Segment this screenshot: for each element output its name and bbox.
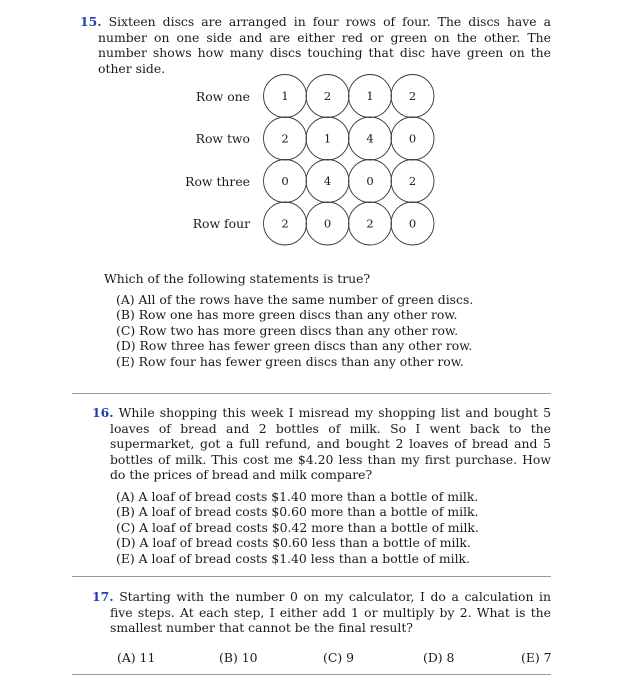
- q15-option-e: (E) Row four has fewer green discs than any other row.: [116, 353, 464, 369]
- row-label-1: Row one: [195, 89, 250, 104]
- question-15-prompt: Which of the following statements is true?: [104, 271, 371, 286]
- q15-option-d: (D) Row three has fewer green discs than any other row.: [116, 338, 473, 353]
- q16-option-d: (D) A loaf of bread costs $0.60 less than a bottle of milk.: [116, 535, 471, 550]
- question-17: [92, 589, 551, 636]
- disc-number: 2: [366, 216, 374, 231]
- q17-option-c: (C) 9: [323, 650, 354, 665]
- q15-option-c: (C) Row two has more green discs than any other row.: [116, 322, 459, 338]
- question-16-number: 16.: [92, 405, 114, 420]
- question-17-number: 17.: [92, 589, 114, 604]
- question-15-prompt-block: [104, 271, 551, 369]
- question-17-text: Starting with the number 0 on my calculator, I do a calculation in five steps. At each step, I either add 1 or multiply by 2. What is the smallest number that cannot be the final result?: [110, 589, 551, 635]
- disc-number: 4: [366, 131, 374, 146]
- question-16-stem: [92, 405, 551, 483]
- question-15-text: Sixteen discs are arranged in four rows of four. The discs have a number on one side and are either red or green on the other. The number shows how many discs touching that disc have green on the other side.: [98, 14, 551, 76]
- question-16-text: While shopping this week I misread my shopping list and bought 5 loaves of bread and 2 bottles of milk. So I went back to the supermarket, got a full refund, and bought 2 loaves of bread and 5 bottles of milk. This cost me $4.20 less than my first purchase. How do the prices of bread and milk compare?: [110, 405, 551, 482]
- q15-option-a: (A) All of the rows have the same number of green discs.: [116, 291, 474, 307]
- q17-option-b: (B) 10: [219, 650, 258, 665]
- question-15-number: 15.: [80, 14, 102, 29]
- q16-option-e: (E) A loaf of bread costs $1.40 less than a bottle of milk.: [116, 550, 470, 566]
- question-16: [92, 405, 551, 566]
- disc-number: 2: [408, 174, 417, 188]
- disc-number: 2: [281, 216, 289, 231]
- q16-option-b: (B) A loaf of bread costs $0.60 more than a bottle of milk.: [116, 504, 479, 519]
- disc-number: 0: [408, 131, 417, 146]
- divider-3: [72, 674, 551, 675]
- disc-number: 2: [323, 89, 332, 103]
- q15-option-b: (B) Row one has more green discs than any other row.: [116, 307, 458, 322]
- disc-number: 2: [281, 131, 289, 146]
- disc-number: 0: [281, 174, 289, 188]
- q17-option-e: (E) 7: [521, 650, 552, 665]
- q17-option-a: (A) 11: [117, 650, 156, 665]
- disc-number: 1: [366, 89, 374, 103]
- question-15-options: [104, 292, 551, 370]
- question-17-stem: [92, 589, 551, 636]
- disc-number: 2: [408, 89, 417, 103]
- disc-number: 0: [323, 216, 332, 231]
- disc-number: 1: [323, 131, 332, 146]
- disc-number: 1: [281, 89, 289, 103]
- disc-number: 0: [366, 174, 374, 188]
- question-17-options: [0, 650, 625, 666]
- q16-option-c: (C) A loaf of bread costs $0.42 more than a bottle of milk.: [116, 519, 479, 535]
- q17-option-d: (D) 8: [423, 650, 455, 665]
- row-label-4: Row four: [192, 216, 250, 231]
- row-label-2: Row two: [195, 131, 250, 146]
- q16-option-a: (A) A loaf of bread costs $1.40 more than a bottle of milk.: [116, 488, 479, 504]
- divider-2: [72, 576, 551, 577]
- divider-1: [72, 393, 551, 394]
- disc-number: 0: [408, 216, 417, 231]
- question-16-options: [92, 489, 551, 567]
- row-label-3: Row three: [185, 174, 250, 189]
- disc-number: 4: [323, 174, 332, 188]
